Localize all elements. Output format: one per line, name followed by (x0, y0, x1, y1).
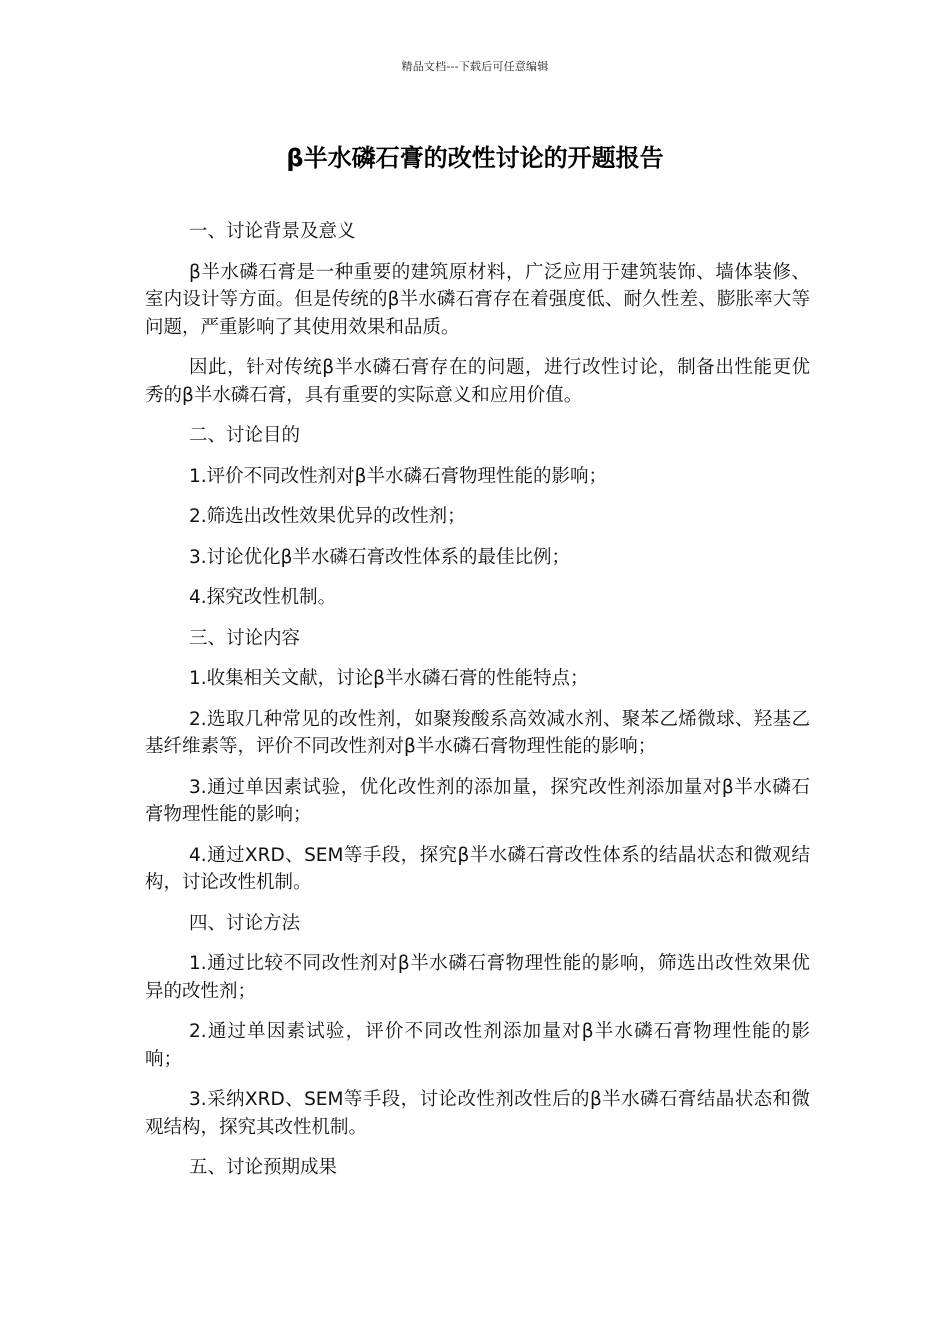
content-item-2: 2.选取几种常见的改性剂，如聚羧酸系高效减水剂、聚苯乙烯微球、羟基乙基纤维素等，评价不同改性剂对β半水磷石膏物理性能的影响； (145, 708, 810, 757)
method-item-1: 1.通过比较不同改性剂对β半水磷石膏物理性能的影响，筛选出改性效果优异的改性剂； (145, 953, 810, 1002)
paragraph-background-2: 因此，针对传统β半水磷石膏存在的问题，进行改性讨论，制备出性能更优秀的β半水磷石膏，具有重要的实际意义和应用价值。 (145, 357, 810, 406)
purpose-item-3: 3.讨论优化β半水磷石膏改性体系的最佳比例； (189, 546, 570, 568)
method-item-3: 3.采纳XRD、SEM等手段，讨论改性剂改性后的β半水磷石膏结晶状态和微观结构，探究其改性机制。 (145, 1089, 810, 1138)
header-note: 精品文档---下载后可任意编辑 (401, 60, 549, 73)
section-heading-expected-results: 五、讨论预期成果 (189, 1157, 338, 1178)
section-heading-methods: 四、讨论方法 (189, 912, 301, 934)
purpose-item-1: 1.评价不同改性剂对β半水磷石膏物理性能的影响； (189, 465, 607, 487)
section-heading-content: 三、讨论内容 (189, 627, 301, 649)
content-item-1: 1.收集相关文献，讨论β半水磷石膏的性能特点； (189, 668, 589, 689)
purpose-item-2: 2.筛选出改性效果优异的改性剂； (189, 506, 466, 527)
content-item-3: 3.通过单因素试验，优化改性剂的添加量，探究改性剂添加量对β半水磷石膏物理性能的影响； (145, 776, 810, 825)
document-title: β半水磷石膏的改性讨论的开题报告 (286, 144, 664, 172)
section-heading-purpose: 二、讨论目的 (189, 425, 301, 446)
content-item-4: 4.通过XRD、SEM等手段，探究β半水磷石膏改性体系的结晶状态和微观结构，讨论改性机制。 (145, 844, 810, 893)
document-body (145, 218, 810, 1195)
section-heading-background: 一、讨论背景及意义 (189, 221, 356, 242)
purpose-item-4: 4.探究改性机制。 (189, 587, 337, 608)
method-item-2: 2.通过单因素试验，评价不同改性剂添加量对β半水磷石膏物理性能的影响； (145, 1021, 810, 1070)
paragraph-background-1: β半水磷石膏是一种重要的建筑原材料，广泛应用于建筑装饰、墙体装修、室内设计等方面。但是传统的β半水磷石膏存在着强度低、耐久性差、膨胀率大等问题，严重影响了其使用效果和品质。 (145, 261, 810, 338)
